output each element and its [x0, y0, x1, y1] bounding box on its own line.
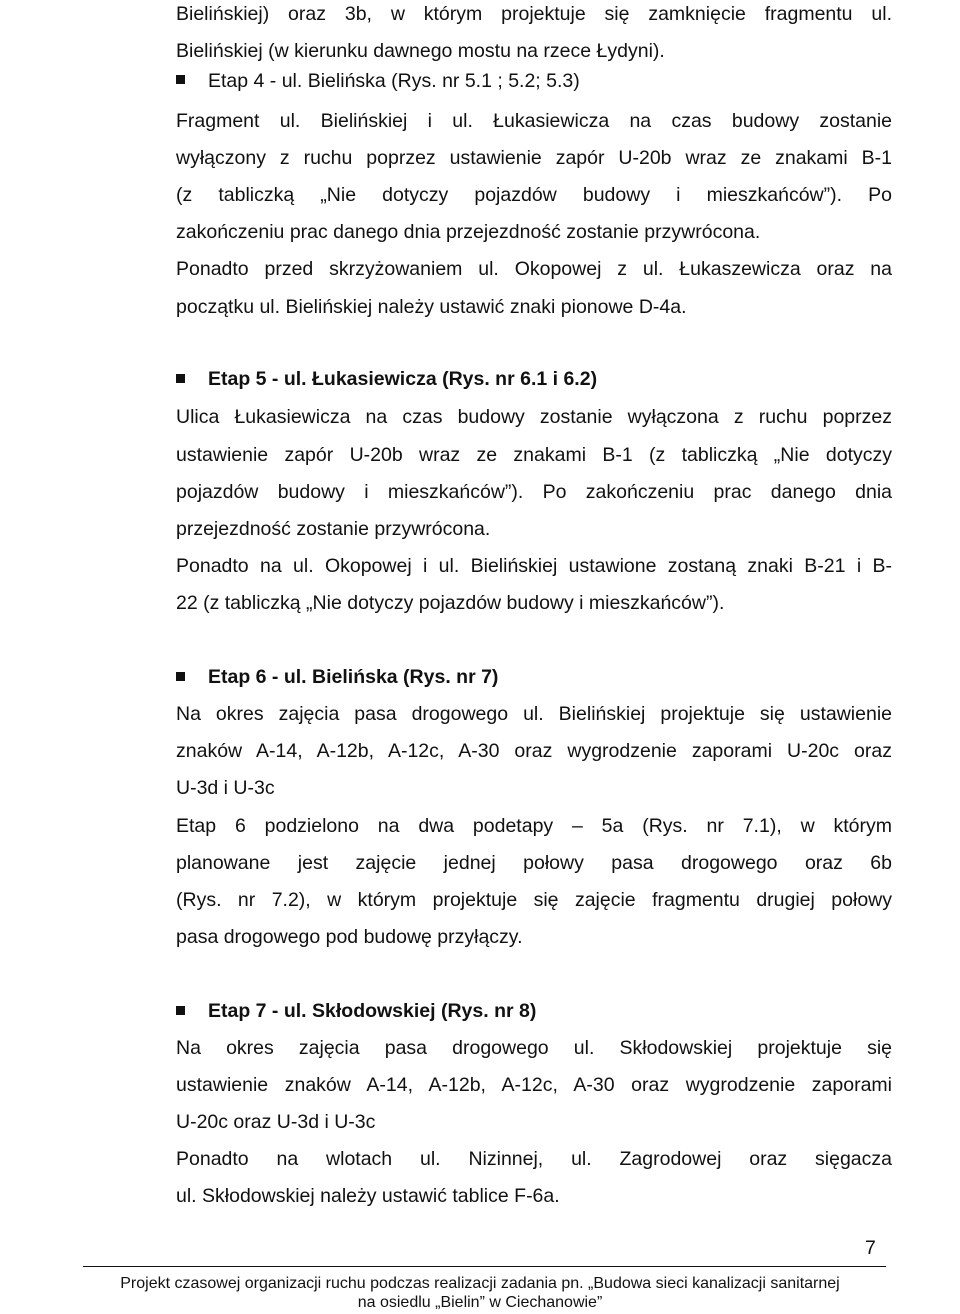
section-heading-etap7: Etap 7 - ul. Skłodowskiej (Rys. nr 8) [208, 1000, 537, 1022]
paragraph-line: Fragment ul. Bielińskiej i ul. Łukasiewicza na czas budowy zostanie [176, 110, 892, 132]
paragraph-line: pasa drogowego pod budowę przyłączy. [176, 926, 523, 948]
paragraph-line: początku ul. Bielińskiej należy ustawić znaki pionowe D-4a. [176, 296, 687, 318]
paragraph-line: przejezdność zostanie przywrócona. [176, 518, 491, 540]
section-heading-etap4: Etap 4 - ul. Bielińska (Rys. nr 5.1 ; 5.2; 5.3) [208, 70, 580, 92]
page-number: 7 [865, 1237, 876, 1259]
section-heading-etap6: Etap 6 - ul. Bielińska (Rys. nr 7) [208, 666, 499, 688]
paragraph-line: planowane jest zajęcie jednej połowy pasa drogowego oraz 6b [176, 852, 892, 874]
paragraph-line: znaków A-14, A-12b, A-12c, A-30 oraz wygrodzenie zaporami U-20c oraz [176, 740, 892, 762]
bullet-square-icon [176, 1006, 185, 1015]
bullet-square-icon [176, 672, 185, 681]
paragraph-line: (Rys. nr 7.2), w którym projektuje się zajęcie fragmentu drugiej połowy [176, 889, 892, 911]
footer-line: na osiedlu „Bielin” w Ciechanowie” [357, 1294, 603, 1311]
paragraph-line: Bielińskiej (w kierunku dawnego mostu na rzece Łydyni). [176, 40, 665, 62]
paragraph-line: Etap 6 podzielono na dwa podetapy – 5a (Rys. nr 7.1), w którym [176, 815, 892, 837]
paragraph-line: (z tabliczką „Nie dotyczy pojazdów budowy i mieszkańców”). Po [176, 184, 892, 206]
paragraph-line: U-3d i U-3c [176, 777, 275, 799]
paragraph-line: Ulica Łukasiewicza na czas budowy zostanie wyłączona z ruchu poprzez [176, 406, 892, 428]
paragraph-line: Na okres zajęcia pasa drogowego ul. Skłodowskiej projektuje się [176, 1037, 892, 1059]
section-heading-etap5: Etap 5 - ul. Łukasiewicza (Rys. nr 6.1 i 6.2) [208, 368, 598, 390]
paragraph-line: wyłączony z ruchu poprzez ustawienie zapór U-20b wraz ze znakami B-1 [176, 147, 892, 169]
paragraph-line: ul. Skłodowskiej należy ustawić tablice F-6a. [176, 1185, 560, 1207]
paragraph-line: ustawienie znaków A-14, A-12b, A-12c, A-30 oraz wygrodzenie zaporami [176, 1074, 892, 1096]
paragraph-line: Ponadto przed skrzyżowaniem ul. Okopowej z ul. Łukaszewicza oraz na [176, 258, 892, 280]
bullet-square-icon [176, 75, 185, 84]
paragraph-line: pojazdów budowy i mieszkańców”). Po zakończeniu prac danego dnia [176, 481, 892, 503]
footer-divider [83, 1266, 886, 1267]
footer-line: Projekt czasowej organizacji ruchu podczas realizacji zadania pn. „Budowa sieci kanalizacji sanitarnej [120, 1275, 840, 1292]
paragraph-line: U-20c oraz U-3d i U-3c [176, 1111, 376, 1133]
paragraph-line: 22 (z tabliczką „Nie dotyczy pojazdów budowy i mieszkańców”). [176, 592, 725, 614]
paragraph-line: Na okres zajęcia pasa drogowego ul. Bielińskiej projektuje się ustawienie [176, 703, 892, 725]
bullet-square-icon [176, 374, 185, 383]
paragraph-line: Ponadto na wlotach ul. Nizinnej, ul. Zagrodowej oraz sięgacza [176, 1148, 892, 1170]
paragraph-line: zakończeniu prac danego dnia przejezdność zostanie przywrócona. [176, 221, 761, 243]
paragraph-line: Ponadto na ul. Okopowej i ul. Bielińskiej ustawione zostaną znaki B-21 i B- [176, 555, 892, 577]
paragraph-line: ustawienie zapór U-20b wraz ze znakami B-1 (z tabliczką „Nie dotyczy [176, 444, 892, 466]
paragraph-line: Bielińskiej) oraz 3b, w którym projektuje się zamknięcie fragmentu ul. [176, 3, 892, 25]
